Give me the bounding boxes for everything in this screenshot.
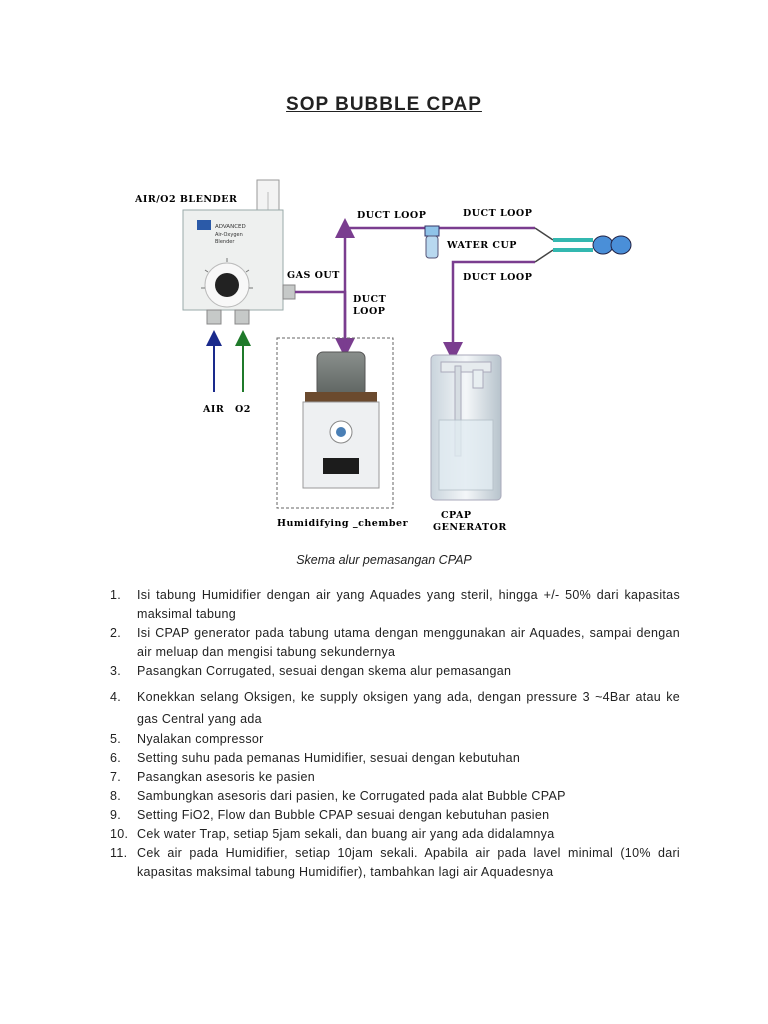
step-text: Isi tabung Humidifier dengan air yang Aquades yang steril, hingga +/- 50% dari kapasitas maksimal tabung <box>137 588 680 621</box>
step-number: 3. <box>110 664 122 678</box>
duct-loop-mid-line1: DUCT <box>353 294 387 305</box>
step-item <box>110 586 680 624</box>
step-item <box>110 844 680 882</box>
nasal-interface <box>535 228 631 262</box>
step-item <box>110 768 680 787</box>
cpap-generator-label-line1: CPAP <box>441 510 472 521</box>
duct-loop-right-bottom-label: DUCT LOOP <box>463 272 533 283</box>
step-number: 10. <box>110 827 129 841</box>
water-cup <box>425 226 439 258</box>
humidifier <box>303 352 379 488</box>
humidifying-chamber-label: Humidifying _chember <box>277 518 409 529</box>
blender-brand: ADVANCED <box>215 224 246 230</box>
o2-label: O2 <box>235 404 251 415</box>
step-item <box>110 787 680 806</box>
step-number: 7. <box>110 770 122 784</box>
diagram-caption: Skema alur pemasangan CPAP <box>296 553 472 567</box>
step-text: Cek air pada Humidifier, setiap 10jam sekali. Apabila air pada lavel minimal (10% dari kapasitas maksimal tabung Humidifier), tambahkan lagi air Aquadesnya <box>137 846 680 879</box>
duct-loop-right-top-label: DUCT LOOP <box>463 208 533 219</box>
page-title: SOP BUBBLE CPAP <box>286 94 482 115</box>
step-text: Isi CPAP generator pada tabung utama dengan menggunakan air Aquades, sampai dengan air meluap dan mengisi tabung sekundernya <box>137 626 680 659</box>
gas-out-label: GAS OUT <box>287 270 340 281</box>
step-text: Setting FiO2, Flow dan Bubble CPAP sesuai dengan kebutuhan pasien <box>137 808 550 822</box>
step-text: Sambungkan asesoris dari pasien, ke Corrugated pada alat Bubble CPAP <box>137 789 566 803</box>
step-number: 1. <box>110 588 122 602</box>
blender-sub1: Air-Oxygen <box>215 232 243 238</box>
step-item <box>110 749 680 768</box>
step-text: Setting suhu pada pemanas Humidifier, sesuai dengan kebutuhan <box>137 751 521 765</box>
step-item <box>110 825 680 844</box>
step-number: 5. <box>110 732 122 746</box>
step-number: 2. <box>110 626 122 640</box>
duct-loop-top-label: DUCT LOOP <box>357 210 427 221</box>
cpap-setup-diagram <box>135 170 635 535</box>
gas-out-tube <box>295 292 345 348</box>
water-cup-label: WATER CUP <box>447 240 517 251</box>
step-number: 6. <box>110 751 122 765</box>
blender-sub2: Blender <box>215 239 235 245</box>
duct-loop-mid-line2: LOOP <box>353 306 386 317</box>
step-text: Konekkan selang Oksigen, ke supply oksigen yang ada, dengan pressure 3 ~4Bar atau ke gas Central yang ada <box>137 690 680 726</box>
step-number: 11. <box>110 846 128 860</box>
step-text: Pasangkan asesoris ke pasien <box>137 770 315 784</box>
step-item <box>110 806 680 825</box>
step-number: 8. <box>110 789 122 803</box>
blender-label: AIR/O2 BLENDER <box>135 194 238 205</box>
step-text: Cek water Trap, setiap 5jam sekali, dan buang air yang ada didalamnya <box>137 827 555 841</box>
step-item <box>110 730 680 749</box>
step-item <box>110 624 680 662</box>
step-item <box>110 686 680 730</box>
cpap-generator-label-line2: GENERATOR <box>433 522 507 533</box>
procedure-steps <box>110 586 680 882</box>
step-item <box>110 662 680 681</box>
air-label: AIR <box>203 404 225 415</box>
step-number: 9. <box>110 808 122 822</box>
cpap-generator <box>431 355 501 500</box>
step-text: Nyalakan compressor <box>137 732 264 746</box>
step-number: 4. <box>110 690 122 704</box>
step-text: Pasangkan Corrugated, sesuai dengan skema alur pemasangan <box>137 664 512 678</box>
